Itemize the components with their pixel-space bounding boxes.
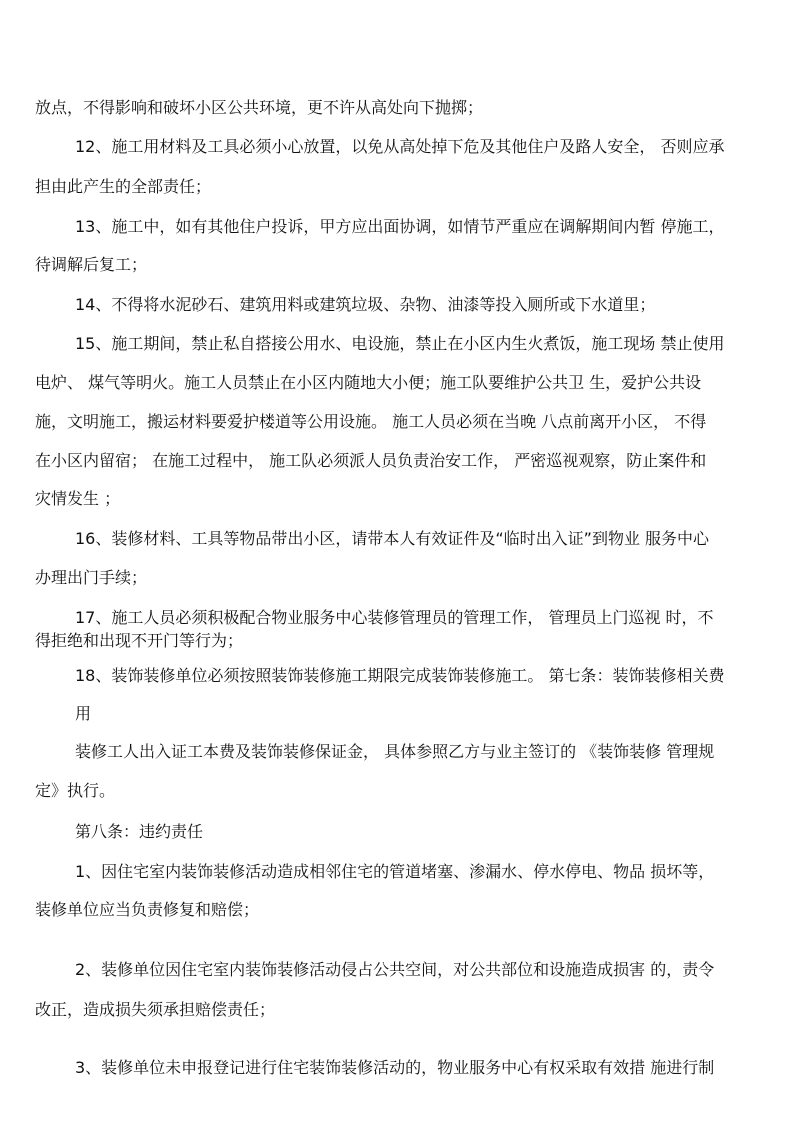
text-line: 1、因住宅室内装饰装修活动造成相邻住宅的管道堵塞、渗漏水、停水停电、物品 损坏等，: [75, 862, 715, 881]
text-line: 定》执行。: [35, 781, 116, 800]
text-line: 14、不得将水泥砂石、建筑用料或建筑垃圾、杂物、油漆等投入厕所或下水道里；: [75, 295, 656, 314]
text-line: 得拒绝和出现不开门等行为；: [35, 631, 244, 650]
text-line: 3、装修单位未申报登记进行住宅装饰装修活动的，物业服务中心有权采取有效措 施进行制: [75, 1058, 715, 1077]
text-line: 15、施工期间，禁止私自搭接公用水、电设施，禁止在小区内生火煮饭，施工现场 禁止使用: [75, 334, 725, 353]
text-line: 用: [75, 704, 92, 723]
text-line: 18、装饰装修单位必须按照装饰装修施工期限完成装饰装修施工。 第七条：装饰装修相关费: [75, 666, 725, 685]
text-line: 改正，造成损失须承担赔偿责任；: [35, 1000, 276, 1019]
text-line: 待调解后复工；: [35, 255, 148, 274]
section-heading: 第八条：违约责任: [75, 822, 204, 841]
text-line: 放点，不得影响和破坏小区公共环境，更不许从高处向下抛掷；: [35, 98, 484, 117]
text-line: 担由此产生的全部责任；: [35, 177, 212, 196]
text-line: 施，文明施工，搬运材料要爱护楼道等公用设施。 施工人员必须在当晚 八点前离开小区， 不得: [35, 412, 707, 431]
text-line: 12、施工用材料及工具必须小心放置，以免从高处掉下危及其他住户及路人安全， 否则应承: [75, 137, 725, 156]
text-line: 办理出门手续；: [35, 568, 148, 587]
text-line: 装修工人出入证工本费及装饰装修保证金， 具体参照乙方与业主签订的 《装饰装修 管理规: [75, 742, 715, 761]
text-line: 13、施工中，如有其他住户投诉，甲方应出面协调，如情节严重应在调解期间内暂 停施工，: [75, 217, 725, 236]
text-line: 灾情发生 ；: [35, 489, 121, 508]
text-line: 装修单位应当负责修复和赔偿；: [35, 900, 260, 919]
text-line: 2、装修单位因住宅室内装饰装修活动侵占公共空间，对公共部位和设施造成损害 的，责令: [75, 960, 715, 979]
text-line: 17、施工人员必须积极配合物业服务中心装修管理员的管理工作， 管理员上门巡视 时，不: [75, 608, 714, 627]
text-line: 在小区内留宿； 在施工过程中， 施工队必须派人员负责治安工作， 严密巡视观察，防止案件和: [35, 451, 707, 470]
text-line: 电炉、 煤气等明火。施工人员禁止在小区内随地大小便；施工队要维护公共卫 生，爱护公共设: [35, 373, 702, 392]
text-line: 16、装修材料、工具等物品带出小区，请带本人有效证件及“临时出入证”到物业 服务中心: [75, 529, 710, 548]
